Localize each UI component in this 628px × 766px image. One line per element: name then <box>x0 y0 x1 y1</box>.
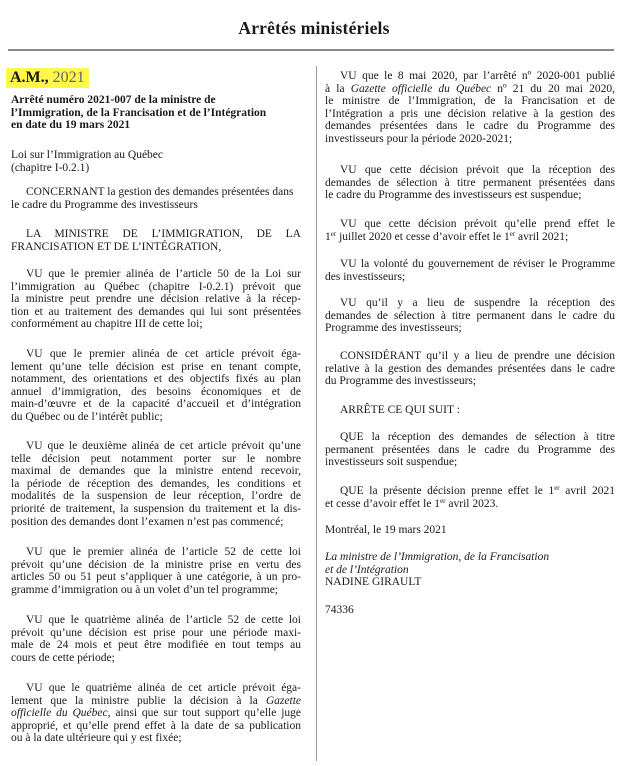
whereas-paragraph: VU que cette décision prévoit qu’elle prend effet le 1er juillet 2020 et cesse d’avoir effet le 1er avril 2021; <box>325 218 615 243</box>
concerning-paragraph: CONCERNANT la gestion des demandes présentées dans le cadre du Programme des investisseurs <box>11 186 294 211</box>
minister-caption: LA MINISTRE DE L’IMMIGRATION, DE LA FRANCISATION ET DE L’INTÉGRATION, <box>11 228 301 253</box>
title-rule <box>8 49 614 51</box>
law-reference: Loi sur l’Immigration au Québec (chapitre I-0.2.1) <box>11 149 164 174</box>
place-date: Montréal, le 19 mars 2021 <box>325 524 447 536</box>
signature-block: La ministre de l’Immigration, de la Francisation et de l’Intégration NADINE GIRAULT <box>325 551 550 589</box>
whereas-paragraph: VU que le quatrième alinéa de l’article 52 de cette loi prévoit qu’une décision est prise pour une période maxi- male de 24 mois et peut être modifiée en tout temps au cours de cette période; <box>11 614 301 664</box>
that-paragraph: QUE la réception des demandes de sélection à titre permanent présentées dans le cadre du Programme des investisseurs soit suspendue; <box>325 431 615 469</box>
whereas-paragraph: VU qu’il y a lieu de suspendre la réception des demandes de sélection à titre permanent dans le cadre du Programme des investisseurs; <box>325 297 615 335</box>
whereas-paragraph: VU que le premier alinéa de cet article prévoit éga- lement qu’une telle décision est prise en tenant compte, notamment, des orientations et des objectifs fixés au plan annuel d’immigration, des besoins économiques et de main-d’œuvre et de la capacité d’accueil et d’intégration du Québec ou de l’intérêt public; <box>11 348 301 423</box>
whereas-paragraph: VU que le premier alinéa de l’article 50 de la Loi sur l’immigration au Québec (chapitre I-0.2.1) prévoit que la ministre peut prendre une décision relative à la récep- tion et au traitement des demandes qui lui sont présentées conformément au chapitre III de cette loi; <box>11 268 301 331</box>
that-paragraph: QUE la présente décision prenne effet le 1er avril 2021 et cesse d’avoir effet le 1er avril 2023. <box>325 484 615 510</box>
whereas-paragraph: VU que le quatrième alinéa de cet article prévoit éga- lement que la ministre publie la décision à la Gazette officielle du Québec, ainsi que sur tout support qu’elle juge approprié, et qu’elle prend effet à la date de sa publication ou à la date ultérieure qui y est fixée; <box>11 682 301 745</box>
whereas-paragraph: VU la volonté du gouvernement de réviser le Programme des investisseurs; <box>325 258 615 283</box>
considering-paragraph: CONSIDÉRANT qu’il y a lieu de prendre une décision relative à la gestion des demandes présentées dans le cadre du Programme des investisseurs; <box>325 350 615 388</box>
order-title: Arrêté numéro 2021-007 de la ministre de l’Immigration, de la Francisation et de l’Intégration en date du 19 mars 2021 <box>11 94 267 132</box>
orders-caption: ARRÊTE CE QUI SUIT : <box>340 404 460 416</box>
whereas-paragraph: VU que le 8 mai 2020, par l’arrêté nº 2020-001 publié à la Gazette officielle du Québec nº 21 du 20 mai 2020, le ministre de l’Immigration, de la Francisation et de l’Intégration a pris une décision relative à la gestion des demandes présentées dans le cadre du Programme des investisseurs pour la période 2020-2021; <box>325 70 616 145</box>
whereas-paragraph: VU que cette décision prévoit que la réception des demandes de sélection à titre permanent présentées dans le cadre du Programme des investisseurs est suspendue; <box>325 164 615 202</box>
page-title: Arrêtés ministériels <box>238 18 390 38</box>
am-year: 2021 <box>52 69 85 86</box>
whereas-paragraph: VU que le premier alinéa de l’article 52 de cette loi prévoit qu’une décision de la ministre prise en vertu des articles 50 ou 51 peut s’appliquer à une catégorie, à un pro- gramme d’immigration ou à un volet d’un tel programme; <box>11 546 301 596</box>
whereas-paragraph: VU que le deuxième alinéa de cet article prévoit qu’une telle décision peut notamment porter sur le nombre maximal de demandes que la ministre entend recevoir, la période de réception des demandes, les conditions et modalités de la suspension de leur réception, l’ordre de priorité de traitement, la suspension du traitement et la dis- position des demandes dont l’examen n’est pas commencé; <box>11 440 301 528</box>
column-divider <box>316 66 317 761</box>
am-heading <box>6 68 89 88</box>
am-label: A.M., <box>10 69 49 86</box>
reference-number: 74336 <box>325 604 354 616</box>
